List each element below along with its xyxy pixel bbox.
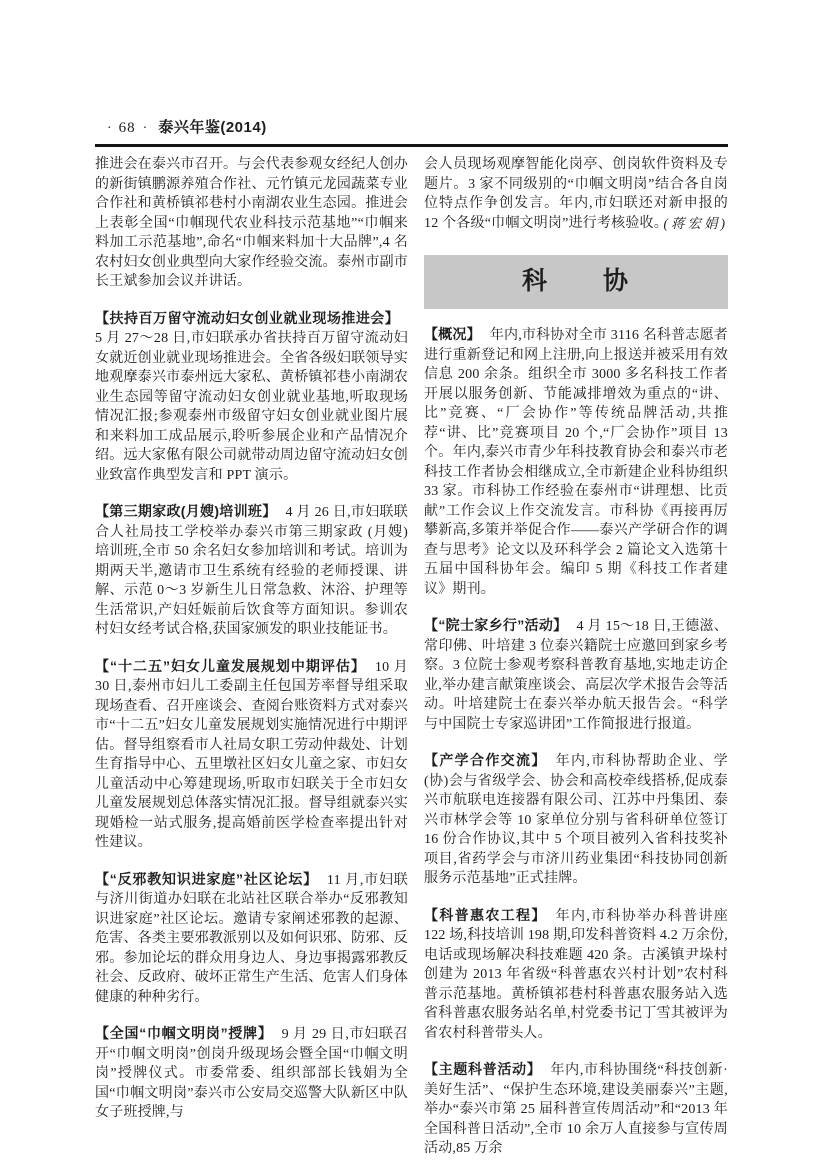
entry-gaikuang [424,325,728,599]
entry-jiazheng-peixunban [95,502,408,640]
book-title: 泰兴年鉴(2014) [158,119,267,136]
section-banner-title: 科 协 [521,268,630,296]
running-header [95,116,728,137]
entry-chanxue-hezuo-jiaoliu [424,751,728,889]
entry-zhuti-kepu-huodong [424,1060,728,1159]
header-rule [95,144,728,147]
entry-heading: 【全国“巾帼文明岗”授牌】 [95,1025,273,1041]
entry-heading: 【主题科普活动】 [424,1061,542,1077]
entry-text: 推进会在泰兴市召开。与会代表参观女经纪人创办的新街镇鹏源养殖合作社、元竹镇元龙园蔬菜专业合作社和黄桥镇祁巷村小南湖农业生态园。推进会上表彰全国“巾帼现代农业科技示范基地”“巾帼来料加工示范基地”,命名“巾帼来料加十大品牌”,4 名农村妇女创业典型向大家作经验交流。泰州市副市长王斌参加会议并讲话。 [95,157,408,289]
entry-heading: 【第三期家政(月嫂)培训班】 [95,503,277,519]
left-column [95,155,408,1159]
entry-continued-from-previous-page [95,155,408,292]
right-column [424,155,728,1159]
entry-jinguo-wenminggang-shoupai [95,1024,408,1123]
entry-text: 4 月 15～18 日,王德滋、常印佛、叶培建 3 位泰兴籍院士应邀回到家乡考察。3 位院士参观考察科普教育基地,实地走访企业,举办建言献策座谈会、高层次学术报告会等活动。叶培建院士在泰兴举办航天报告会。“科学与中国院士专家巡讲团”工作简报进行报道。 [424,619,728,732]
entry-heading: 【概况】 [424,326,481,342]
entry-yuanshi-jiaxiangxing [424,616,728,734]
entry-text: 年内,市科协围绕“科技创新·美好生活”、“保护生态环境,建设美丽泰兴”主题,举办“泰兴市第 25 届科普宣传周活动”和“2013 年全国科普日活动”,全市 10 余万人直接参与宣传周活动,85 万余 [424,1063,728,1156]
entry-heading: 【扶持百万留守流动妇女创业就业现场推进会】 [95,309,399,326]
entry-text: 会人员现场观摩智能化岗亭、创岗软件资料及专题片。3 家不同级别的“巾帼文明岗”结合各自岗位特点作争创发言。年内,市妇联还对新申报的 12 个各级“巾帼文明岗”进行考核验收。 [424,157,728,231]
entry-heading: 【“院士家乡行”活动】 [424,617,568,633]
entry-heading: 【科普惠农工程】 [424,906,547,923]
entry-kepu-huinong-gongcheng [424,906,728,1044]
entry-text: 11 月,市妇联与济川街道办妇联在北站社区联合举办“反邪教知识进家庭”社区论坛。邀请专家阐述邪教的起源、危害、各类主要邪教派别以及如何识邪、防邪、反邪。参加论坛的群众用身边人、身边事揭露邪教反社会、反政府、破坏正常生产生活、危害人们身体健康的种种劣行。 [95,872,408,1005]
entry-text: 10 月 30 日,泰州市妇儿工委副主任包国芳率督导组采取现场查看、召开座谈会、查阅台账资料方式对泰兴市“十二五”妇女儿童发展规划实施情况进行中期评估。督导组察看市人社局女职工劳动仲裁处、计划生育指导中心、五里墩社区妇女儿童之家、市妇女儿童活动中心筹建现场,听取市妇联关于全市妇女儿童发展规划总体落实情况汇报。督导组就泰兴实现婚检一站式服务,提高婚前医学检查率提出针对性建议。 [95,659,408,850]
entry-text: 5 月 27～28 日,市妇联承办省扶持百万留守流动妇女就近创业就业现场推进会。全省各级妇联领导实地观摩泰兴市泰州远大家私、黄桥镇祁巷小南湖农业生态园等留守流动妇女创业就业基地,听取现场情况汇报;参观泰州市级留守妇女创业就业图片展和来料加工成品展示,聆听参展企业和产品情况介绍。远大家俬有限公司就带动周边留守流动妇女创业致富作典型发言和 PPT 演示。 [95,331,408,483]
entry-text: 9 月 29 日,市妇联召开“巾帼文明岗”创岗升级现场会暨全国“巾帼文明岗”授牌仪式。市委常委、组织部部长钱娟为全国“巾帼文明岗”泰兴市公安局交巡警大队新区中队女子班授牌,与 [95,1027,408,1120]
entry-heading: 【产学合作交流】 [424,752,547,768]
author-byline: (蒋宏娟) [663,215,728,231]
header-dot: · [142,121,148,136]
entry-shierwu-zhongqi-pinggu [95,657,408,853]
page-content [95,116,728,1159]
header-dot: · [107,121,112,136]
two-column-body [95,155,728,1159]
entry-heading: 【“反邪教知识进家庭”社区论坛】 [95,870,318,887]
entry-text: 年内,市科协举办科普讲座 122 场,科技培训 198 期,印发科普资料 4.2 万余份,电话或现场解决科技难题 420 条。古溪镇尹垛村创建为 2013 年省级“科普惠农兴村计划”农村科普示范基地。黄桥镇祁巷村科普惠农服务站入选省科普惠农服务站名单,村党委书记丁雪其被评为省农村科普带头人。 [424,908,728,1041]
page-number: 68 [118,120,136,136]
section-banner [424,255,728,309]
entry-text: 年内,市科协对全市 3116 名科普志愿者进行重新登记和网上注册,向上报送并被采用有效信息 200 余条。组织全市 3000 多名科技工作者开展以服务创新、节能减排增效为重点的“讲、比”竞赛、“厂会协作”等传统品牌活动,共推荐“讲、比”竞赛项目 20 个,“厂会协作”项目 13 个。年内,泰兴市青少年科技教育协会和泰兴市老科技工作者协会相继成立,全市新建企业科协组织 33 家。市科协工作经验在泰州市“讲理想、比贡献”工作会议上作交流发言。市科协《再接再厉攀新高,多策并举促合作——泰兴产学研合作的调查与思考》论文以及环科学会 2 篇论文入选第十五届中国科协年会。编印 5 期《科技工作者建议》期刊。 [424,328,728,597]
entry-text: 4 月 26 日,市妇联联合人社局技工学校举办泰兴市第三期家政 (月嫂) 培训班,全市 50 余名妇女参加培训和考试。培训为期两天半,邀请市卫生系统有经验的老师授课、讲解、示范 0～3 岁新生儿日常急救、沐浴、护理等生活常识,产妇妊娠前后饮食等方面知识。参训农村妇女经考试合格,获国家颁发的职业技能证书。 [95,505,409,637]
entry-heading: 【“十二五”妇女儿童发展规划中期评估】 [95,657,366,674]
entry-text: 年内,市科协帮助企业、学(协)会与省级学会、协会和高校牵线搭桥,促成泰兴市航联电连接器有限公司、江苏中丹集团、泰兴市林学会等 10 家单位分别与省科研单位签订 16 份合作协议,其中 5 个项目被列入省科技奖补项目,省药学会与市济川药业集团“科技协同创新服务示范基地”正式挂牌。 [424,754,728,886]
entry-fanxiejiao-luntan [95,870,408,1008]
entry-fuchi-bawan-tuijinhui [95,309,408,486]
